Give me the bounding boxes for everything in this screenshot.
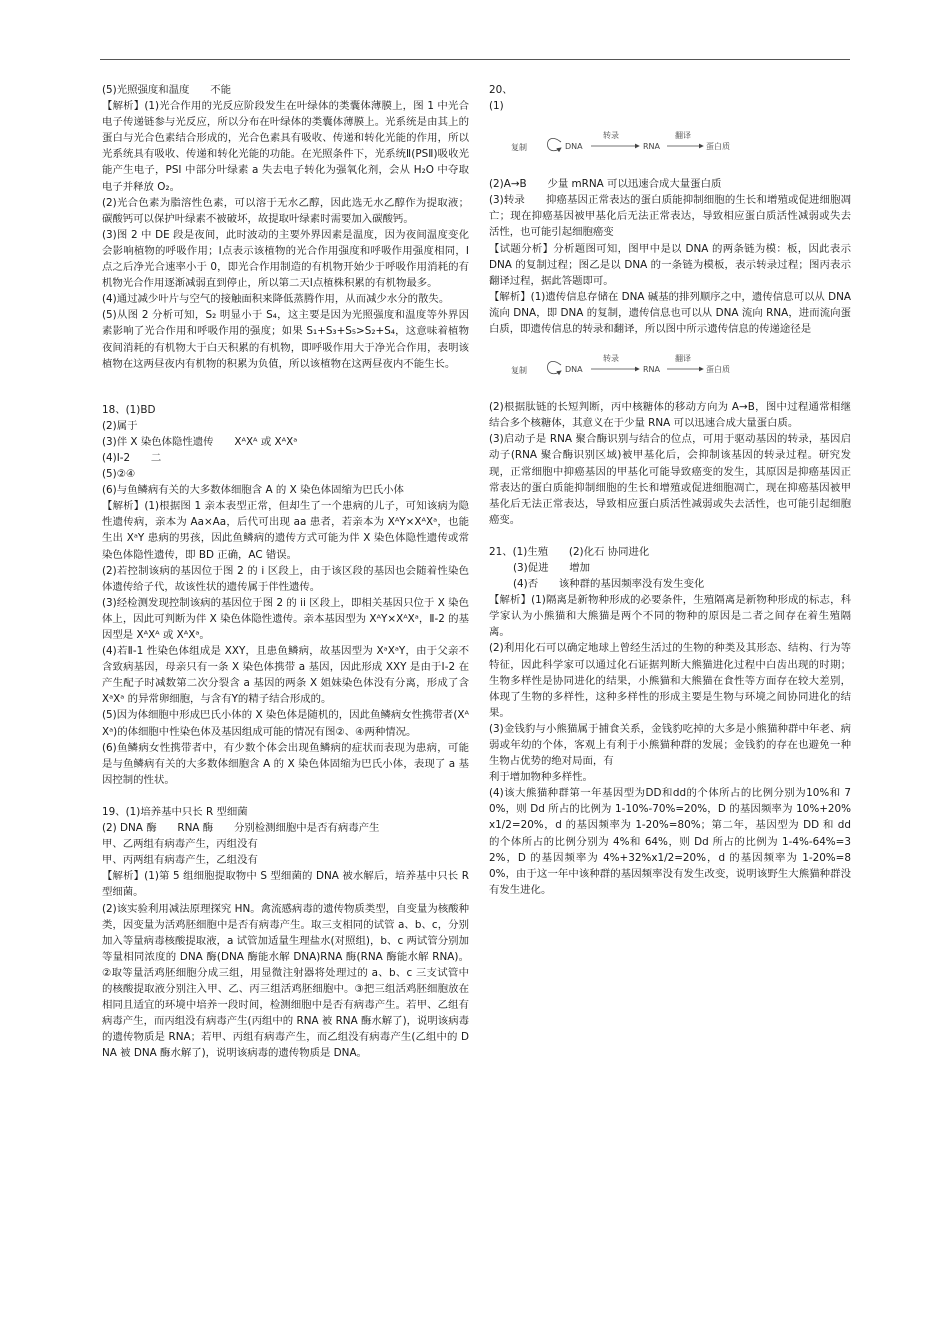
answer-text: (5)光照强度和温度 不能 [102, 84, 232, 96]
central-dogma-diagram-svg [503, 118, 743, 172]
protein-label: 蛋白质 [706, 142, 730, 152]
rna-label: RNA [643, 365, 661, 375]
analysis-text: (2)若控制该病的基因位于图 2 的 i 区段上，由于该区段的基因也会随着性染色体遗传给子代，故该性状的遗传属于伴性遗传。 [102, 564, 469, 593]
answer-text: (4)否 该种群的基因频率没有发生变化 [513, 578, 705, 591]
answer-text: (3)促进 增加 [513, 561, 591, 574]
answer-text: (3)转录 抑癌基因正常表达的蛋白质能抑制细胞的生长和增殖或促进细胞凋亡；现在抑癌基因被甲基化后无法正常表达，导致相应蛋白质活性减弱或失去活性，也可能引起细胞癌变 [489, 194, 851, 239]
answer-text: 甲、乙两组有病毒产生，丙组没有 [102, 838, 258, 851]
analysis-text: (2)根据肽链的长短判断，丙中核糖体的移动方向为 A→B，图中过程通常相继结合多个核糖体，其意义在于少量 RNA 可以迅速合成大量蛋白质。 [489, 401, 851, 430]
question-19-answer: 19、(1)培养基中只长 R 型细菌 [102, 805, 248, 818]
translation-label: 翻译 [675, 354, 691, 364]
analysis-text: 【试题分析】分析题图可知，图甲中是以 DNA 的两条链为模：板，因此表示 DNA 的复制过程；图乙是以 DNA 的一条链为模板，表示转录过程；图丙表示翻译过程，据此答题即可。 [489, 242, 851, 287]
analysis-text: (3)启动子是 RNA 聚合酶识别与结合的位点，可用于驱动基因的转录，基因启动子(RNA 聚合酶识别区域)被甲基化后，会抑制该基因的转录过程。研究发现，正常细胞中抑癌基因的甲基化可能导致癌变的发生，其原因是抑癌基因正常表达的蛋白质能抑制细胞的生长和增殖或促进细胞凋亡，现在抑癌基因被甲基化后无法正常表达，导致相应蛋白质活性减弱或失去活性，也可能引起细胞癌变。 [489, 433, 851, 526]
analysis-text: (3)经检测发现控制该病的基因位于图 2 的 ii 区段上，即相关基因只位于 X 染色体上，因此可判断为伴 X 染色体隐性遗传。亲本基因型为 XᴬY×XᴬXᵃ，Ⅱ-2 的基因型是 XᴬXᴬ 或 XᴬXᵃ。 [102, 596, 469, 641]
answer-text: (6)与鱼鳞病有关的大多数体细胞含 A 的 X 染色体固缩为巴氏小体 [102, 484, 404, 497]
analysis-text: (5)从图 2 分析可知，S₂ 明显小于 S₄，这主要是因为光照强度和温度等外界因素影响了光合作用和呼吸作用的强度；如果 S₁+S₃+S₅>S₂+S₄，这意味着植物夜间消耗的有机物大于白天积累的有机物，即呼吸作用大于净光合作用，表明该植物在这两昼夜内有机物的积累为负值，所以该植物在这两昼夜内不能生长。 [102, 309, 469, 370]
analysis-text: (5)因为体细胞中形成巴氏小体的 X 染色体是随机的，因此鱼鳞病女性携带者(XᴬXᵃ)的体细胞中性染色体及基因组成可能的情况有图②、④两种情况。 [102, 709, 469, 738]
question-21-answer: 21、(1)生殖 (2)化石 协同进化 [489, 545, 650, 558]
analysis-text: (4)通过减少叶片与空气的接触面积来降低蒸腾作用，从而减少水分的散失。 [102, 293, 450, 306]
analysis-text: (2)利用化石可以确定地球上曾经生活过的生物的种类及其形态、结构、行为等特征，因此科学家可以通过化石证据判断大熊猫进化过程中白齿出现的时期；生物多样性是协同进化的结果，小熊猫和大熊猫在食性等方面存在较大差别，体现了生物的多样性，这种多样性的形成主要是生物与环境之间协同进化的结果。 [489, 642, 851, 719]
analysis-text: 【解析】(1)光合作用的光反应阶段发生在叶绿体的类囊体薄膜上，图 1 中光合电子传递链参与光反应，所以分布在叶绿体的类囊体薄膜上。光系统是由其上的蛋白与光合色素结合形成的，光合色素具有吸收、传递和转化光能的作用，所以光系统具有吸收、传递和转化光能的功能。在光照条件下，光系统Ⅱ(PSⅡ)吸收光能产生电子，PSI 中部分叶绿素 a 失去电子转化为强氧化剂，会从 H₂O 中夺取电子并释放 O₂。 [102, 100, 469, 193]
analysis-text: 【解析】(1)遗传信息存储在 DNA 碱基的排列顺序之中，遗传信息可以从 DNA 流向 DNA，即 DNA 的复制，遗传信息也可以从 DNA 流向 RNA，进而流向蛋白质，即遗传信息的转录和翻译，所以图中所示遗传信息的传递途径是 [489, 290, 851, 336]
analysis-text: 【解析】(1)第 5 组细胞提取物中 S 型细菌的 DNA 被水解后，培养基中只长 R 型细菌。 [102, 870, 469, 899]
header-rule [100, 59, 850, 60]
analysis-text: 利于增加物种多样性。 [489, 771, 593, 784]
transcription-label: 转录 [603, 131, 619, 141]
central-dogma-diagram [489, 337, 851, 399]
analysis-text: (6)鱼鳞病女性携带者中，有少数个体会出现鱼鳞病的症状而表现为患病，可能是与鱼鳞病有关的大多数体细胞含 A 的 X 染色体固缩为巴氏小体，表现了 a 基因控制的性状。 [102, 741, 469, 786]
analysis-text: (2)该实验利用减法原理探究 HN。禽流感病毒的遗传物质类型，自变量为核酸种类，因变量为活鸡胚细胞中是否有病毒产生。取三支相同的试管 a、b、c，分别加入等量病毒核酸提取液，a 试管加适量生理盐水(对照组)，b、c 两试管分别加等量相同浓度的 DNA 酶(DNA 酶能水解 DNA)RNA 酶(RNA 酶能水解 RNA)。②取等量活鸡胚细胞分成三组，用显微注射器将处理过的 a、b、c 三支试管中的核酸提取液分别注入甲、乙、丙三组活鸡胚细胞中。③把三组活鸡胚细胞放在相同且适宜的环境中培养一段时间，检测细胞中是否有病毒产生。若甲、乙组有病毒产生，而丙组没有病毒产生(丙组中的 RNA 被 RNA 酶水解了)，说明该病毒的遗传物质是 RNA；若甲、丙组有病毒产生，而乙组没有病毒产生(乙组中的 DNA 被 DNA 酶水解了)，说明该病毒的遗传物质是 DNA。 [102, 902, 469, 1060]
right-column [489, 82, 851, 898]
central-dogma-diagram-svg [503, 341, 743, 395]
analysis-text: (3)图 2 中 DE 段是夜间，此时波动的主要外界因素是温度，因为夜间温度变化会影响植物的呼吸作用；Ⅰ点表示该植物的光合作用强度和呼吸作用强度相同，Ⅰ点之后净光合速率小于 0，即光合作用制造的有机物开始少于呼吸作用消耗的有机物光合作用逐渐减弱直到停止，所以第二天Ⅰ点植株积累的有机物最多。 [102, 228, 469, 290]
analysis-text: (2)光合色素为脂溶性色素，可以溶于无水乙醇，因此选无水乙醇作为提取液；碳酸钙可以保护叶绿素不被破坏，故提取叶绿素时需要加入碳酸钙。 [102, 196, 469, 225]
transcription-label: 转录 [603, 354, 619, 364]
answer-text: (2) DNA 酶 RNA 酶 分别检测细胞中是否有病毒产生 [102, 822, 380, 835]
rna-label: RNA [643, 142, 661, 152]
replication-label: 复制 [511, 143, 527, 153]
question-20-answer: 20、 [489, 84, 513, 96]
analysis-text: 【解析】(1)隔离是新物种形成的必要条件，生殖隔离是新物种形成的标志，科学家认为小熊猫和大熊猫是两个不同的物种的原因是二者之间存在着生殖隔离。 [489, 594, 851, 639]
answer-text: (4)Ⅰ-2 二 [102, 451, 162, 464]
answer-text: (3)伴 X 染色体隐性遗传 XᴬXᴬ 或 XᴬXᵃ [102, 435, 298, 448]
answer-text: (2)A→B 少量 mRNA 可以迅速合成大量蛋白质 [489, 178, 722, 191]
replication-loop-arrow [548, 362, 562, 374]
answer-text: (1) [489, 100, 504, 113]
analysis-text: (4)该大熊猫种群第一年基因型为DD和dd的个体所占的比例分别为10%和 70%，则 Dd 所占的比例为 1-10%-70%=20%，D 的基因频率为 10%+20%x1/2=20%，d 的基因频率为 1-20%=80%；第二年，基因型为 DD 和 dd 的个体所占的比例分别为 4%和 64%，则 Dd 所占的比例为 1-4%-64%=32%，D 的基因频率为 4%+32%x1/2=20%，d 的基因频率为 1-20%=80%，由于这一年中该种群的基因频率没有发生改变，说明该野生大熊猫种群没有发生进化。 [489, 787, 851, 896]
left-column [102, 82, 469, 1061]
protein-label: 蛋白质 [706, 365, 730, 375]
answer-text: (5)②④ [102, 468, 136, 481]
question-18-answer: 18、(1)BD [102, 403, 156, 416]
answer-text: (2)属于 [102, 419, 138, 432]
analysis-text: (3)金钱豹与小熊猫属于捕食关系，金钱豹吃掉的大多是小熊猫种群中年老、病弱或年幼的个体，客观上有利于小熊猫种群的发展；金钱豹的存在也避免一种生物占优势的绝对局面，有 [489, 722, 851, 768]
answer-text: 甲、丙两组有病毒产生，乙组没有 [102, 854, 258, 867]
central-dogma-diagram [489, 114, 851, 176]
dna-label: DNA [565, 365, 583, 375]
translation-label: 翻译 [675, 131, 691, 141]
replication-label: 复制 [511, 366, 527, 376]
dna-label: DNA [565, 142, 583, 152]
analysis-text: 【解析】(1)根据图 1 亲本表型正常，但却生了一个患病的儿子，可知该病为隐性遗传病，亲本为 Aa×Aa，后代可出现 aa 患者，若亲本为 XᴬY×XᴬXᵃ，也能生出 XᵃY 患病的男孩，因此鱼鳞病的遗传方式可能为伴 X 染色体隐性遗传或常染色体隐性遗传，即 BD 正确，AC 错误。 [102, 500, 469, 561]
analysis-text: (4)若Ⅱ-1 性染色体组成是 XXY，且患鱼鳞病，故基因型为 XᵃXᵃY，由于父亲不含致病基因，母亲只有一条 X 染色体携带 a 基因，因此形成 XXY 是由于Ⅰ-2 在产生配子时减数第二次分裂含 a 基因的两条 X 姐妹染色体没有分离，形成了含 XᵃXᵃ 的异常卵细胞，与含有Y的精子结合形成的。 [102, 645, 469, 706]
replication-loop-arrow [548, 139, 562, 151]
